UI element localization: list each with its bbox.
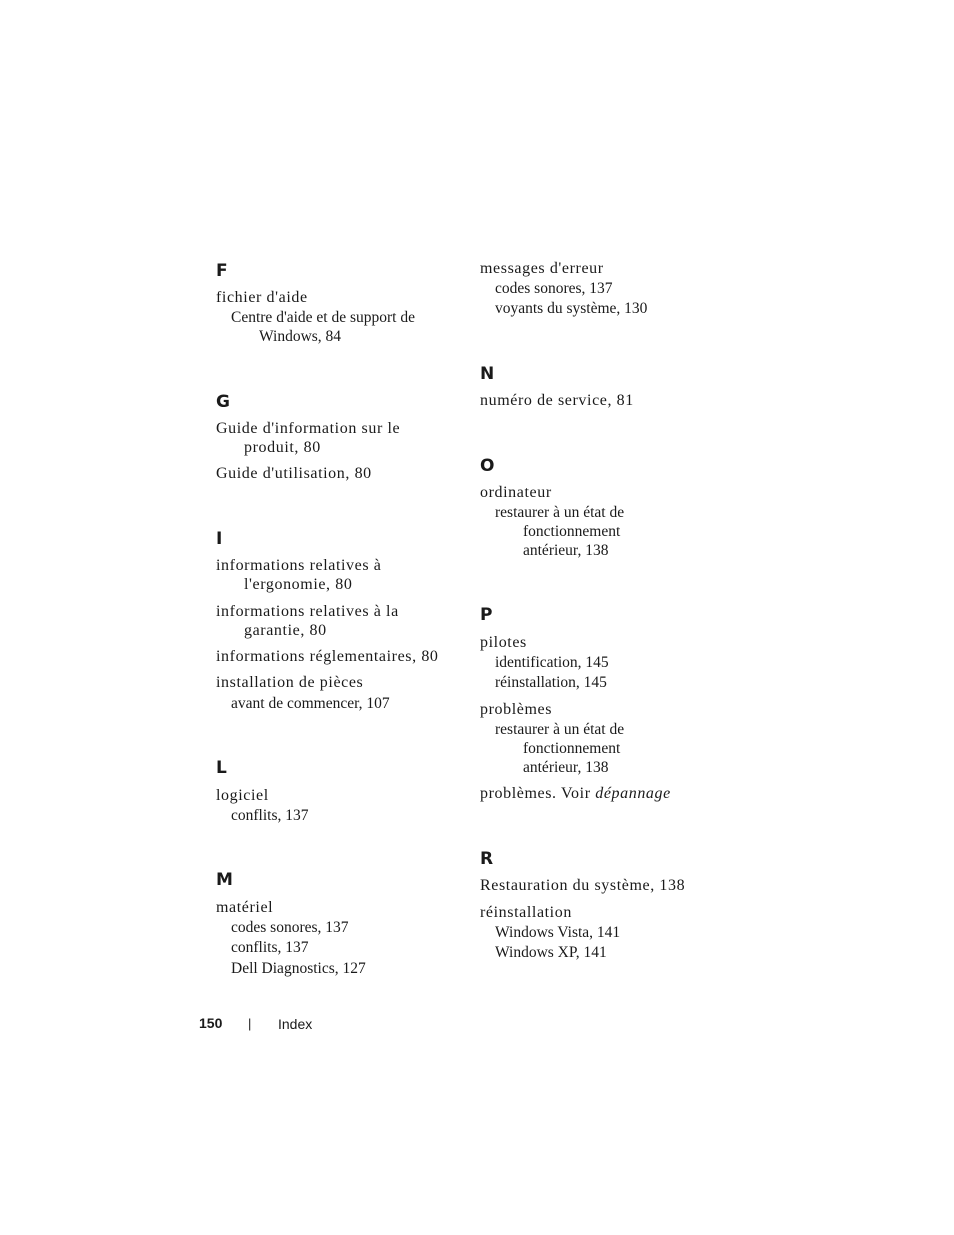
index-letter-heading-text: F <box>216 261 228 281</box>
index-entry-text: Restauration du système, 138 <box>480 877 686 894</box>
index-entry-text: l'ergonomie, 80 <box>244 576 353 593</box>
index-entry-text: Guide d'utilisation, 80 <box>216 465 372 482</box>
index-entry <box>480 391 634 410</box>
footer-section-label: Index <box>278 1016 313 1032</box>
index-letter-heading-text: M <box>216 870 233 890</box>
index-entry-text: matériel <box>216 899 274 916</box>
index-entry-text: réinstallation <box>480 904 572 921</box>
index-subentry-text: conflits, 137 <box>231 807 309 824</box>
index-letter-heading <box>480 605 492 625</box>
index-letter-heading-text: I <box>216 529 223 549</box>
index-subentry <box>495 279 613 298</box>
index-entry <box>480 784 671 803</box>
index-entry <box>244 575 352 594</box>
index-letter-heading-text: O <box>480 456 495 476</box>
index-subentry-text: identification, 145 <box>495 654 609 671</box>
index-subentry-text: fonctionnement <box>523 523 621 540</box>
index-subentry <box>231 694 390 713</box>
index-entry <box>480 903 572 922</box>
index-letter-heading-text: P <box>480 605 493 625</box>
index-entry <box>480 700 552 719</box>
index-subentry-text: fonctionnement <box>523 740 621 757</box>
index-entry <box>216 673 363 692</box>
index-subentry <box>495 299 647 318</box>
index-entry-text: problèmes. Voir <box>480 785 596 802</box>
index-subentry-text: codes sonores, 137 <box>495 280 613 297</box>
index-entry <box>480 633 527 652</box>
index-entry-text: informations relatives à <box>216 557 382 574</box>
index-entry-text: informations relatives à la <box>216 603 399 620</box>
index-entry <box>216 602 399 621</box>
index-subentry <box>231 938 309 957</box>
index-letter-heading <box>480 849 493 869</box>
cross-reference-term: dépannage <box>595 785 671 802</box>
index-letter-heading <box>216 261 228 281</box>
index-subentry-text: Windows XP, 141 <box>495 944 607 961</box>
index-subentry <box>495 503 624 522</box>
index-entry-text: logiciel <box>216 787 269 804</box>
index-subentry <box>523 541 608 560</box>
index-subentry-text: conflits, 137 <box>231 939 309 956</box>
index-entry <box>216 898 273 917</box>
index-entry-text: problèmes <box>480 701 553 718</box>
index-subentry-text: antérieur, 138 <box>523 759 609 776</box>
index-entry <box>480 483 552 502</box>
index-subentry-text: codes sonores, 137 <box>231 919 349 936</box>
index-entry-text: Guide d'information sur le <box>216 420 401 437</box>
index-entry-text: numéro de service, 81 <box>480 392 634 409</box>
index-entry-text: messages d'erreur <box>480 260 604 277</box>
index-letter-heading-text: N <box>480 364 495 384</box>
index-letter-heading <box>216 870 233 890</box>
index-subentry <box>231 959 366 978</box>
index-entry <box>480 876 685 895</box>
index-entry <box>216 419 400 438</box>
page-number: 150 <box>199 1015 223 1031</box>
index-letter-heading <box>216 529 222 549</box>
index-entry <box>216 288 308 307</box>
index-subentry <box>495 923 620 942</box>
index-entry <box>216 556 381 575</box>
index-entry-text: informations réglementaires, 80 <box>216 648 439 665</box>
index-subentry-text: antérieur, 138 <box>523 542 609 559</box>
index-entry <box>216 647 439 666</box>
index-subentry <box>495 943 607 962</box>
index-entry <box>480 259 604 278</box>
index-entry-text: fichier d'aide <box>216 289 308 306</box>
index-entry-text: pilotes <box>480 634 527 651</box>
index-subentry <box>523 522 620 541</box>
index-subentry-text: restaurer à un état de <box>495 721 625 738</box>
index-entry <box>244 438 321 457</box>
index-entry-text: ordinateur <box>480 484 552 501</box>
index-subentry <box>231 918 349 937</box>
index-letter-heading <box>480 456 494 476</box>
footer-separator: | <box>248 1016 252 1031</box>
index-letter-heading <box>480 364 494 384</box>
index-subentry-text: voyants du système, 130 <box>495 300 648 317</box>
index-subentry <box>231 806 309 825</box>
index-subentry <box>523 739 620 758</box>
index-entry <box>244 621 327 640</box>
index-entry <box>216 464 372 483</box>
index-subentry <box>231 308 415 327</box>
index-subentry-text: Centre d'aide et de support de <box>231 309 415 326</box>
index-subentry-text: Dell Diagnostics, 127 <box>231 960 366 977</box>
index-subentry <box>495 653 609 672</box>
index-letter-heading-text: G <box>216 392 230 412</box>
index-entry-text: installation de pièces <box>216 674 364 691</box>
index-entry-text: produit, 80 <box>244 439 321 456</box>
index-subentry-text: restaurer à un état de <box>495 504 625 521</box>
index-letter-heading <box>216 392 230 412</box>
index-entry-text: garantie, 80 <box>244 622 327 639</box>
index-subentry-text: Windows Vista, 141 <box>495 924 621 941</box>
index-subentry <box>495 720 624 739</box>
index-subentry-text: réinstallation, 145 <box>495 674 607 691</box>
index-subentry <box>523 758 608 777</box>
index-subentry <box>259 327 341 346</box>
index-letter-heading-text: L <box>216 758 227 778</box>
index-entry <box>216 786 269 805</box>
index-subentry-text: avant de commencer, 107 <box>231 695 390 712</box>
index-letter-heading <box>216 758 227 778</box>
index-subentry-text: Windows, 84 <box>259 328 342 345</box>
index-subentry <box>495 673 607 692</box>
index-letter-heading-text: R <box>480 849 494 869</box>
